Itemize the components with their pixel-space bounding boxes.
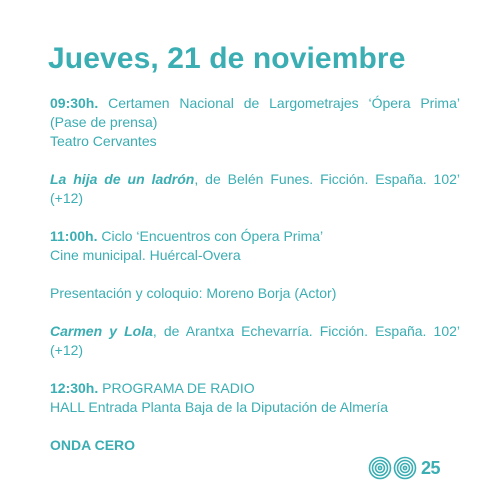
event-time: 11:00h.: [50, 228, 98, 244]
film-details: , de Arantxa Echevarría. Ficción. España. 102’ (+12): [50, 323, 460, 358]
logo-number: 25: [421, 457, 441, 478]
radio-station-name: ONDA CERO: [50, 437, 136, 453]
event-time: 12:30h.: [50, 380, 99, 396]
event-list: [50, 94, 460, 474]
event-description: Ciclo ‘Encuentros con Ópera Prima’: [101, 228, 324, 244]
event-venue: Cine municipal. Huércal-Overa: [50, 247, 241, 263]
event-item: [50, 379, 460, 417]
event-item: [50, 227, 460, 265]
film-details: , de Belén Funes. Ficción. España. 102’ (+12): [50, 171, 461, 206]
double-spiral-icon: [368, 456, 418, 480]
film-item: [50, 322, 460, 360]
film-item: [50, 170, 460, 208]
event-venue: Teatro Cervantes: [50, 133, 157, 149]
festival-logo: [368, 456, 440, 480]
presentation-text: Presentación y coloquio: Moreno Borja (Actor): [50, 285, 337, 301]
presentation-item: [50, 284, 460, 303]
event-description: Certamen Nacional de Largometrajes ‘Ópera Prima’ (Pase de prensa): [50, 95, 460, 130]
event-item: [50, 94, 460, 151]
page-title: Jueves, 21 de noviembre: [48, 42, 406, 75]
event-time: 09:30h.: [50, 95, 99, 111]
event-venue: HALL Entrada Planta Baja de la Diputación de Almería: [50, 399, 389, 415]
radio-station-label: [50, 436, 460, 455]
event-description: PROGRAMA DE RADIO: [102, 380, 255, 396]
film-title: La hija de un ladrón: [50, 171, 195, 187]
film-title: Carmen y Lola: [50, 323, 153, 339]
